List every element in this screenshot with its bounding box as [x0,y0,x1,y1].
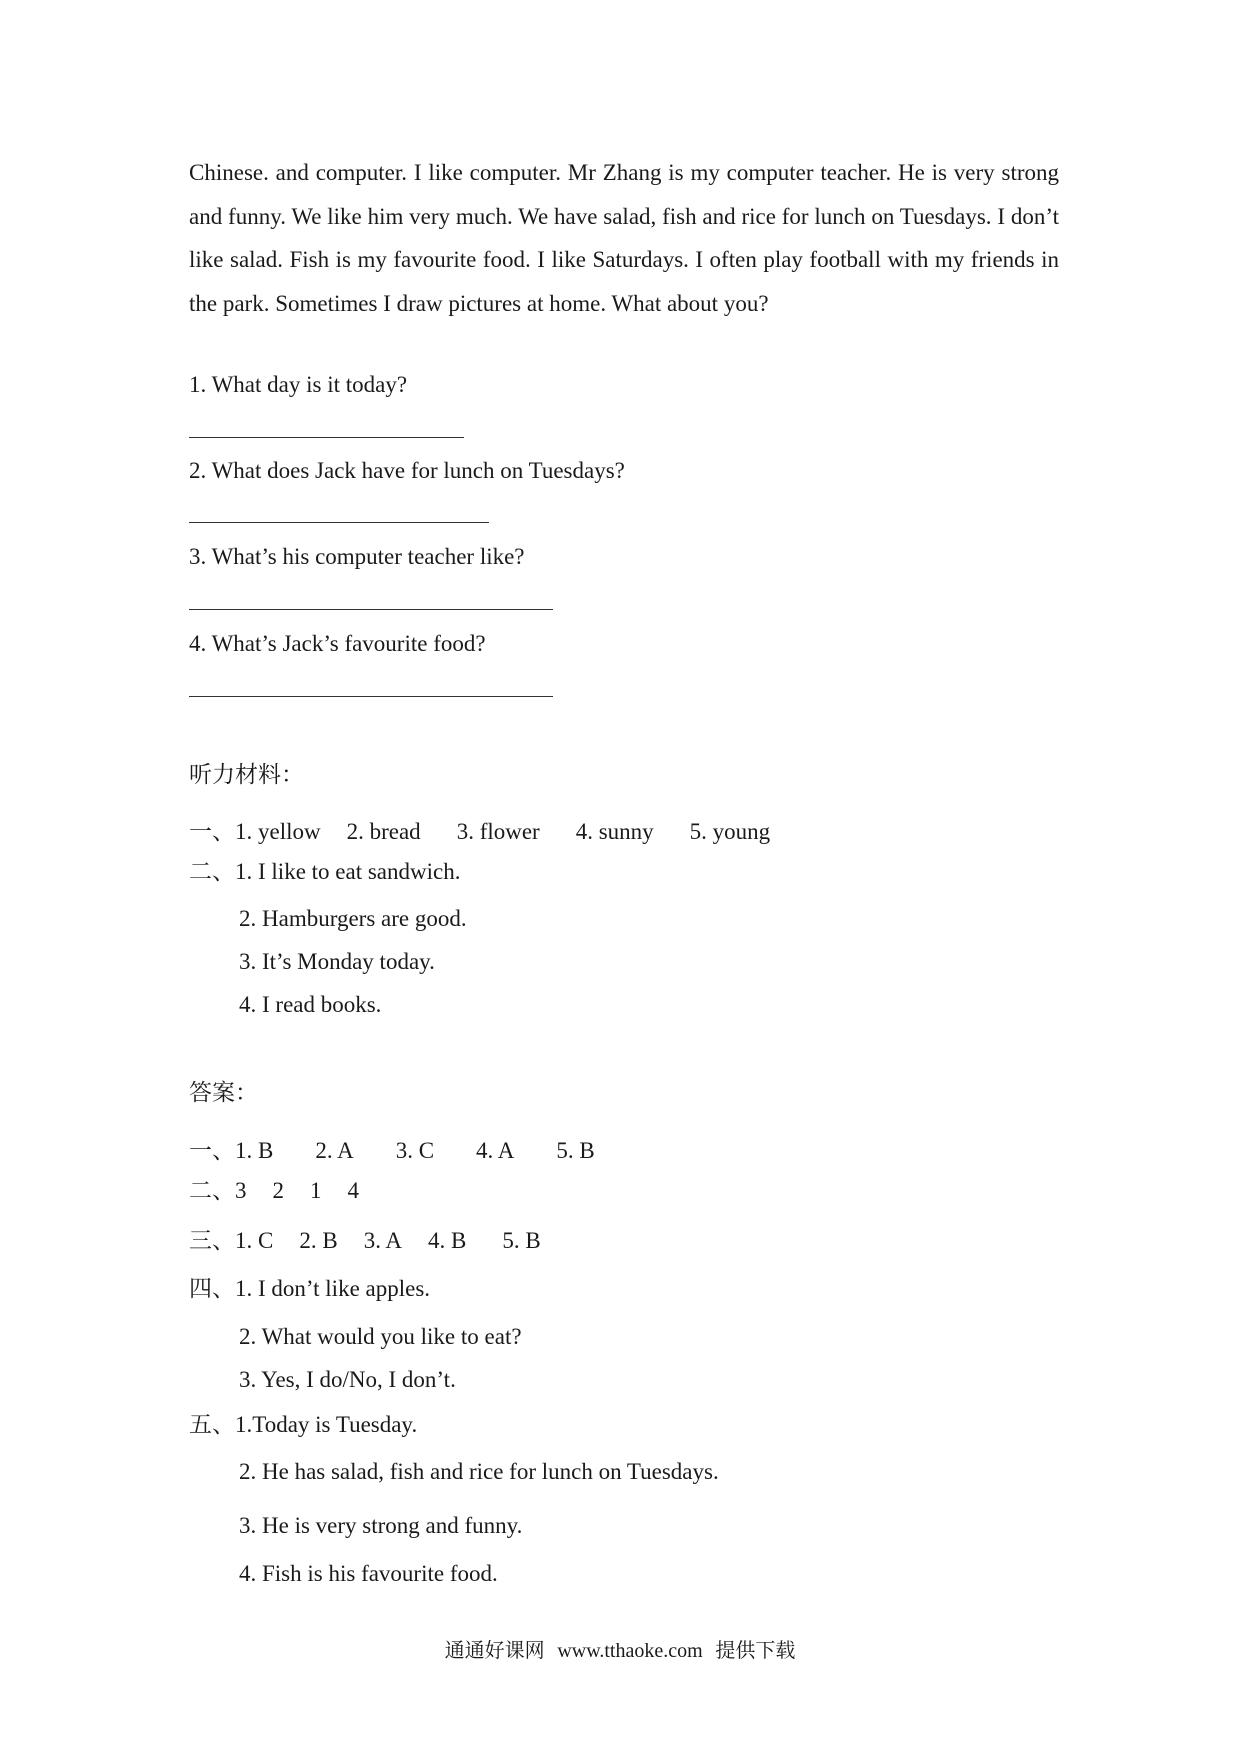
list-item: 1. C [235,1228,274,1253]
footer-url[interactable]: www.tthaoke.com [557,1640,703,1662]
question-3: 3. What’s his computer teacher like? [189,544,525,569]
list-item: 2. B [299,1228,338,1253]
list-item: 3. C [395,1138,435,1163]
list-item: 3. Yes, I do/No, I don’t. [239,1367,456,1392]
list-item: 3. He is very strong and funny. [239,1513,523,1538]
list-item: 1 [310,1178,322,1203]
list-item: 4. B [428,1228,467,1253]
list-item: 3. A [363,1228,403,1253]
list-item: 1.Today is Tuesday. [235,1412,418,1437]
part-label: 二、 [189,859,235,885]
list-item: 4 [347,1178,359,1203]
list-item: 3. It’s Monday today. [239,949,435,974]
footer-suffix: 提供下载 [715,1638,796,1662]
list-item: 1. I like to eat sandwich. [235,859,461,884]
list-item: 5. B [502,1228,541,1253]
listening-heading: 听力材料： [189,762,304,788]
part-label: 五、 [189,1412,235,1438]
part-label: 三、 [189,1228,235,1254]
page-footer [0,1637,1240,1664]
answers-part3 [189,1226,541,1256]
list-item: 3. flower [456,819,540,844]
question-1: 1. What day is it today? [189,372,408,397]
part-label: 四、 [189,1276,235,1302]
list-item: 4. sunny [575,819,654,844]
answers-part4 [189,1274,430,1304]
list-item: 2. A [315,1138,354,1163]
list-item: 4. Fish is his favourite food. [239,1561,498,1586]
answers-part2 [189,1176,359,1206]
answer-line-3 [189,609,553,610]
answers-part5 [189,1410,417,1440]
list-item: 1. I don’t like apples. [235,1276,431,1301]
footer-site: 通通好课网 [444,1638,545,1662]
list-item: 5. B [556,1138,595,1163]
question-4: 4. What’s Jack’s favourite food? [189,631,486,656]
answers-heading: 答案： [189,1080,258,1106]
list-item: 4. A [476,1138,515,1163]
part-label: 一、 [189,1138,235,1164]
list-item: 1. yellow [235,819,321,844]
listening-part2 [189,857,460,887]
list-item: 3 [235,1178,247,1203]
part-label: 二、 [189,1178,235,1204]
list-item: 2. bread [346,819,421,844]
answer-line-2 [189,522,489,523]
list-item: 2. What would you like to eat? [239,1324,522,1349]
part-label: 一、 [189,819,235,845]
question-2: 2. What does Jack have for lunch on Tuesdays? [189,458,625,483]
listening-part1 [189,817,770,847]
list-item: 2. He has salad, fish and rice for lunch on Tuesdays. [239,1459,719,1484]
list-item: 2 [272,1178,284,1203]
answers-part1 [189,1136,595,1166]
list-item: 2. Hamburgers are good. [239,906,467,931]
list-item: 4. I read books. [239,992,382,1017]
reading-passage: Chinese. and computer. I like computer. Mr Zhang is my computer teacher. He is very strong and funny. We like him very much. We have salad, fish and rice for lunch on Tuesdays. I don’t like salad. Fish is my favourite food. I like Saturdays. I often play football with my friends in the park. Sometimes I draw pictures at home. What about you? [189,160,1059,316]
list-item: 5. young [689,819,771,844]
list-item: 1. B [235,1138,274,1163]
answer-line-1 [189,437,464,438]
answer-line-4 [189,696,553,697]
